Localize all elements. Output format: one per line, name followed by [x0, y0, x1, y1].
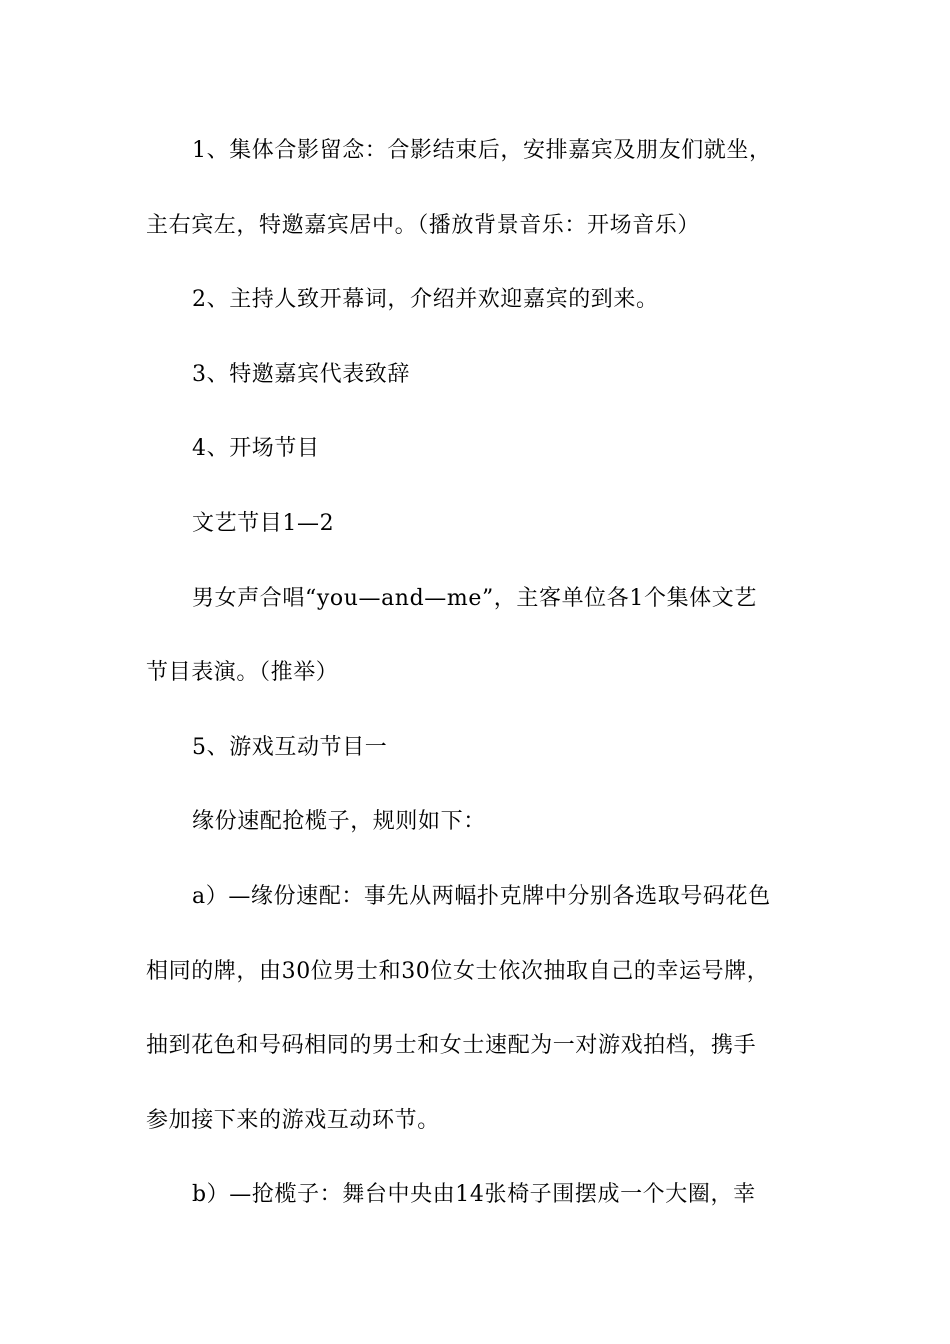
paragraph-line: 文艺节目1—2	[192, 511, 335, 536]
paragraph-line: 4、开场节目	[192, 436, 320, 461]
paragraph-line: 缘份速配抢榄子，规则如下：	[192, 809, 486, 834]
paragraph-line: 参加接下来的游戏互动环节。	[146, 1108, 440, 1133]
paragraph-line: 2、主持人致开幕词，介绍并欢迎嘉宾的到来。	[192, 287, 659, 312]
paragraph-line: 主右宾左，特邀嘉宾居中。（播放背景音乐：开场音乐）	[146, 213, 701, 238]
paragraph-line: 5、游戏互动节目一	[192, 735, 388, 760]
paragraph-line: 相同的牌，由30位男士和30位女士依次抽取自己的幸运号牌，	[146, 959, 770, 984]
paragraph-line: 抽到花色和号码相同的男士和女士速配为一对游戏拍档，携手	[146, 1033, 757, 1058]
paragraph-line: 1、集体合影留念：合影结束后，安排嘉宾及朋友们就坐，	[192, 138, 772, 163]
paragraph-line: 节目表演。（推举）	[146, 660, 339, 685]
paragraph-line: 3、特邀嘉宾代表致辞	[192, 362, 410, 387]
paragraph-line: b）—抢榄子：舞台中央由14张椅子围摆成一个大圈，幸	[192, 1182, 756, 1207]
paragraph-line: 男女声合唱“you—and—me”，主客单位各1个集体文艺	[192, 586, 757, 611]
paragraph-line: a）—缘份速配：事先从两幅扑克牌中分别各选取号码花色	[192, 884, 771, 909]
